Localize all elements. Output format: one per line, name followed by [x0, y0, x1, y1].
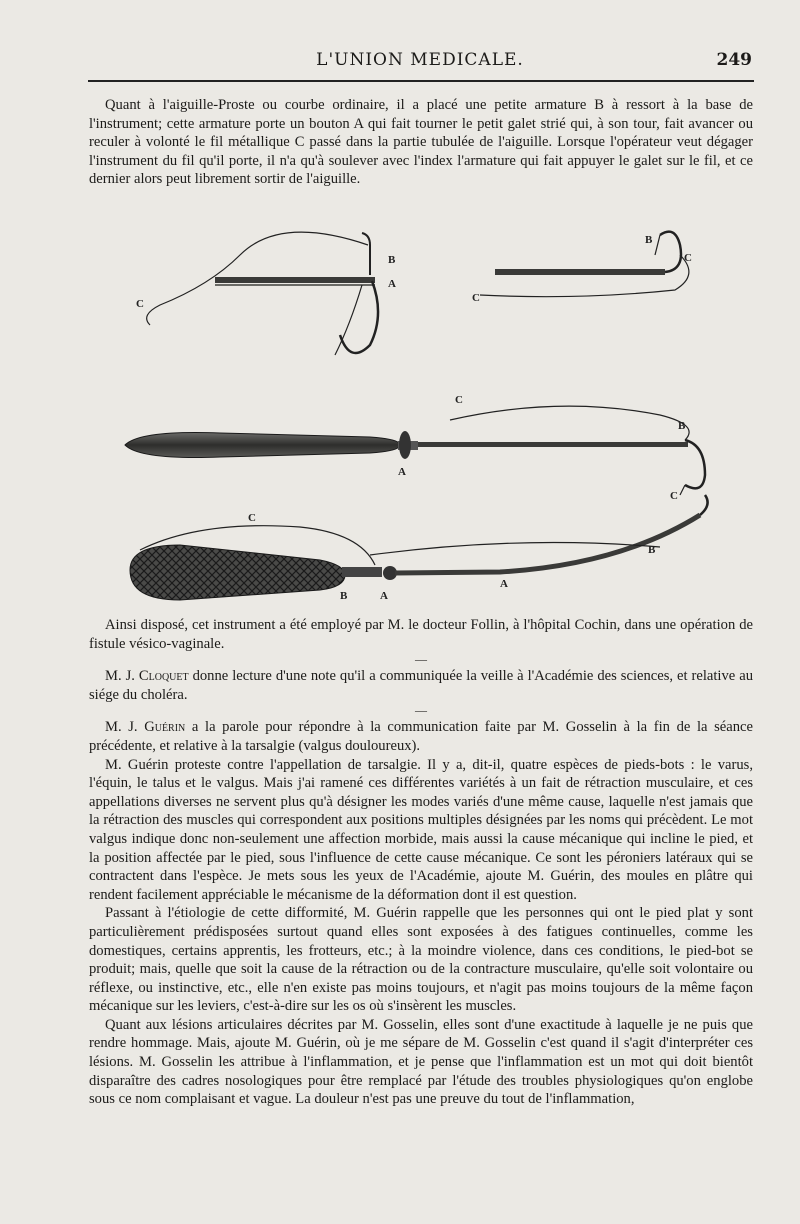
cloquet-text: donne lecture d'une note qu'il a communiquée la veille à l'Académie des sciences, et relative au siége du choléra. — [89, 668, 753, 703]
figure-label-c: C — [136, 298, 144, 310]
figure-label-b: B — [340, 590, 348, 602]
figure-label-c: C — [472, 292, 480, 304]
figure-label-c: C — [248, 512, 256, 524]
intro-block — [89, 96, 753, 189]
body-paragraph: M. Guérin proteste contre l'appellation de tarsalgie. Il y a, dit-il, quatre espèces de pieds-bots : le varus, l'équin, le talus et le valgus. Mais j'ai ramené ces différentes variétés à un fait de rétraction musculaire, et ces appellations diverses ne servent plus qu'à désigner les modes variés d'une même cause, laquelle n'est jamais que la rétraction des muscles qui correspondent aux positions multiples désignées par les noms qui précèdent. Le mot valgus indique donc non-seulement une affection morbide, mais aussi la cause mécanique qui incline le pied, et la position affectée par le pied, sous l'influence de cette cause mécanique. Ce sont les péroniers latéraux qui se contractent dans l'espèce. Je mets sous les yeux de l'Académie, ajoute M. Guérin, des moules en plâtre qui rendent facilement appréciable le mécanisme de la déformation dont il est question. — [89, 756, 753, 903]
cloquet-paragraph — [89, 667, 753, 704]
figure-label-b: B — [388, 254, 396, 266]
figure-label-b: B — [645, 234, 653, 246]
page-number: 249 — [716, 50, 752, 70]
figure-label-b: B — [648, 544, 656, 556]
page-header — [88, 50, 752, 78]
running-title: L'UNION MEDICALE. — [316, 50, 524, 70]
figure-label-b: B — [678, 420, 686, 432]
instrument-figure — [100, 215, 740, 615]
figure-label-a: A — [398, 466, 406, 478]
body-paragraph: Quant aux lésions articulaires décrites par M. Gosselin, elles sont d'une exactitude à laquelle je ne puis que rendre hommage. Mais, ajoute M. Guérin, où je me sépare de M. Gosselin c'est quand il s'agit d'interpréter ces lésions. M. Gosselin les attribue à l'inflammation, et je pense que l'inflammation est un mot qui doit bientôt disparaître des cadres nosologiques pour être remplacé par l'étude des troubles physiologiques qu'on englobe sous ce nom complaisant et vague. La douleur n'est pas une preuve du tout de l'inflammation, — [89, 1016, 753, 1108]
figure-label-a: A — [380, 590, 388, 602]
figure-label-a: A — [388, 278, 396, 290]
section-separator: — — [415, 703, 427, 718]
speaker-name-cloquet: M. J. Cloquet — [105, 668, 189, 685]
needle-left — [136, 232, 396, 355]
needle-right — [472, 232, 692, 304]
intro-paragraph: Quant à l'aiguille-Proste ou courbe ordinaire, il a placé une petite armature B à ressort à la base de l'instrument; cette armature porte un bouton A qui fait tourner le petit galet strié qui, à son tour, fait avancer ou reculer à volonté le fil métallique C passé dans la partie tubulée de l'aiguille. Lorsque l'opérateur veut dégager l'instrument du fil qu'il porte, il n'a qu'à soulever avec l'index l'armature qui fait appuyer le galet sur le fil, et ce dernier alors peut librement sortir de l'aiguille. — [89, 97, 753, 188]
section-separator: — — [415, 652, 427, 667]
speaker-name-guerin: M. J. Guérin — [105, 719, 186, 736]
figure-label-c: C — [455, 394, 463, 406]
body-paragraph: Passant à l'étiologie de cette difformité, M. Guérin rappelle que les personnes qui ont le pied plat y sont particulièrement prédisposées surtout quand elles sont exposées à des fatigues continuelles, comme les domestiques, certains apprentis, les frotteurs, etc.; à la moindre violence, dans ces conditions, le pied-bot se produit; mais, quelle que soit la cause de la rétraction ou de la contracture musculaire, qu'elle soit volontaire ou réflexe, ou instinctive, etc., elle n'en existe pas moins toujours, et n'agit pas moins toujours de la même façon mécanique sur les leviers, c'est-à-dire sur les os où s'insèrent les muscles. — [89, 905, 753, 1015]
figure-label-c: C — [670, 490, 678, 502]
figure-label-a: A — [500, 578, 508, 590]
guerin-intro-paragraph — [89, 718, 753, 755]
guerin-text: a la parole pour répondre à la communication faite par M. Gosselin à la fin de la séance précédente, et relative à la tarsalgie (valgus douloureux). — [89, 719, 753, 754]
instrument-knurled-handle — [130, 495, 708, 602]
instrument-illustration — [100, 215, 740, 615]
header-rule — [88, 80, 754, 82]
instrument-smooth-handle — [125, 394, 705, 502]
main-text-block — [89, 616, 753, 1109]
figure-label-c: C — [684, 252, 692, 264]
after-figure-paragraph: Ainsi disposé, cet instrument a été employé par M. le docteur Follin, à l'hôpital Cochin, dans une opération de fistule vésico-vaginale. — [89, 617, 753, 652]
